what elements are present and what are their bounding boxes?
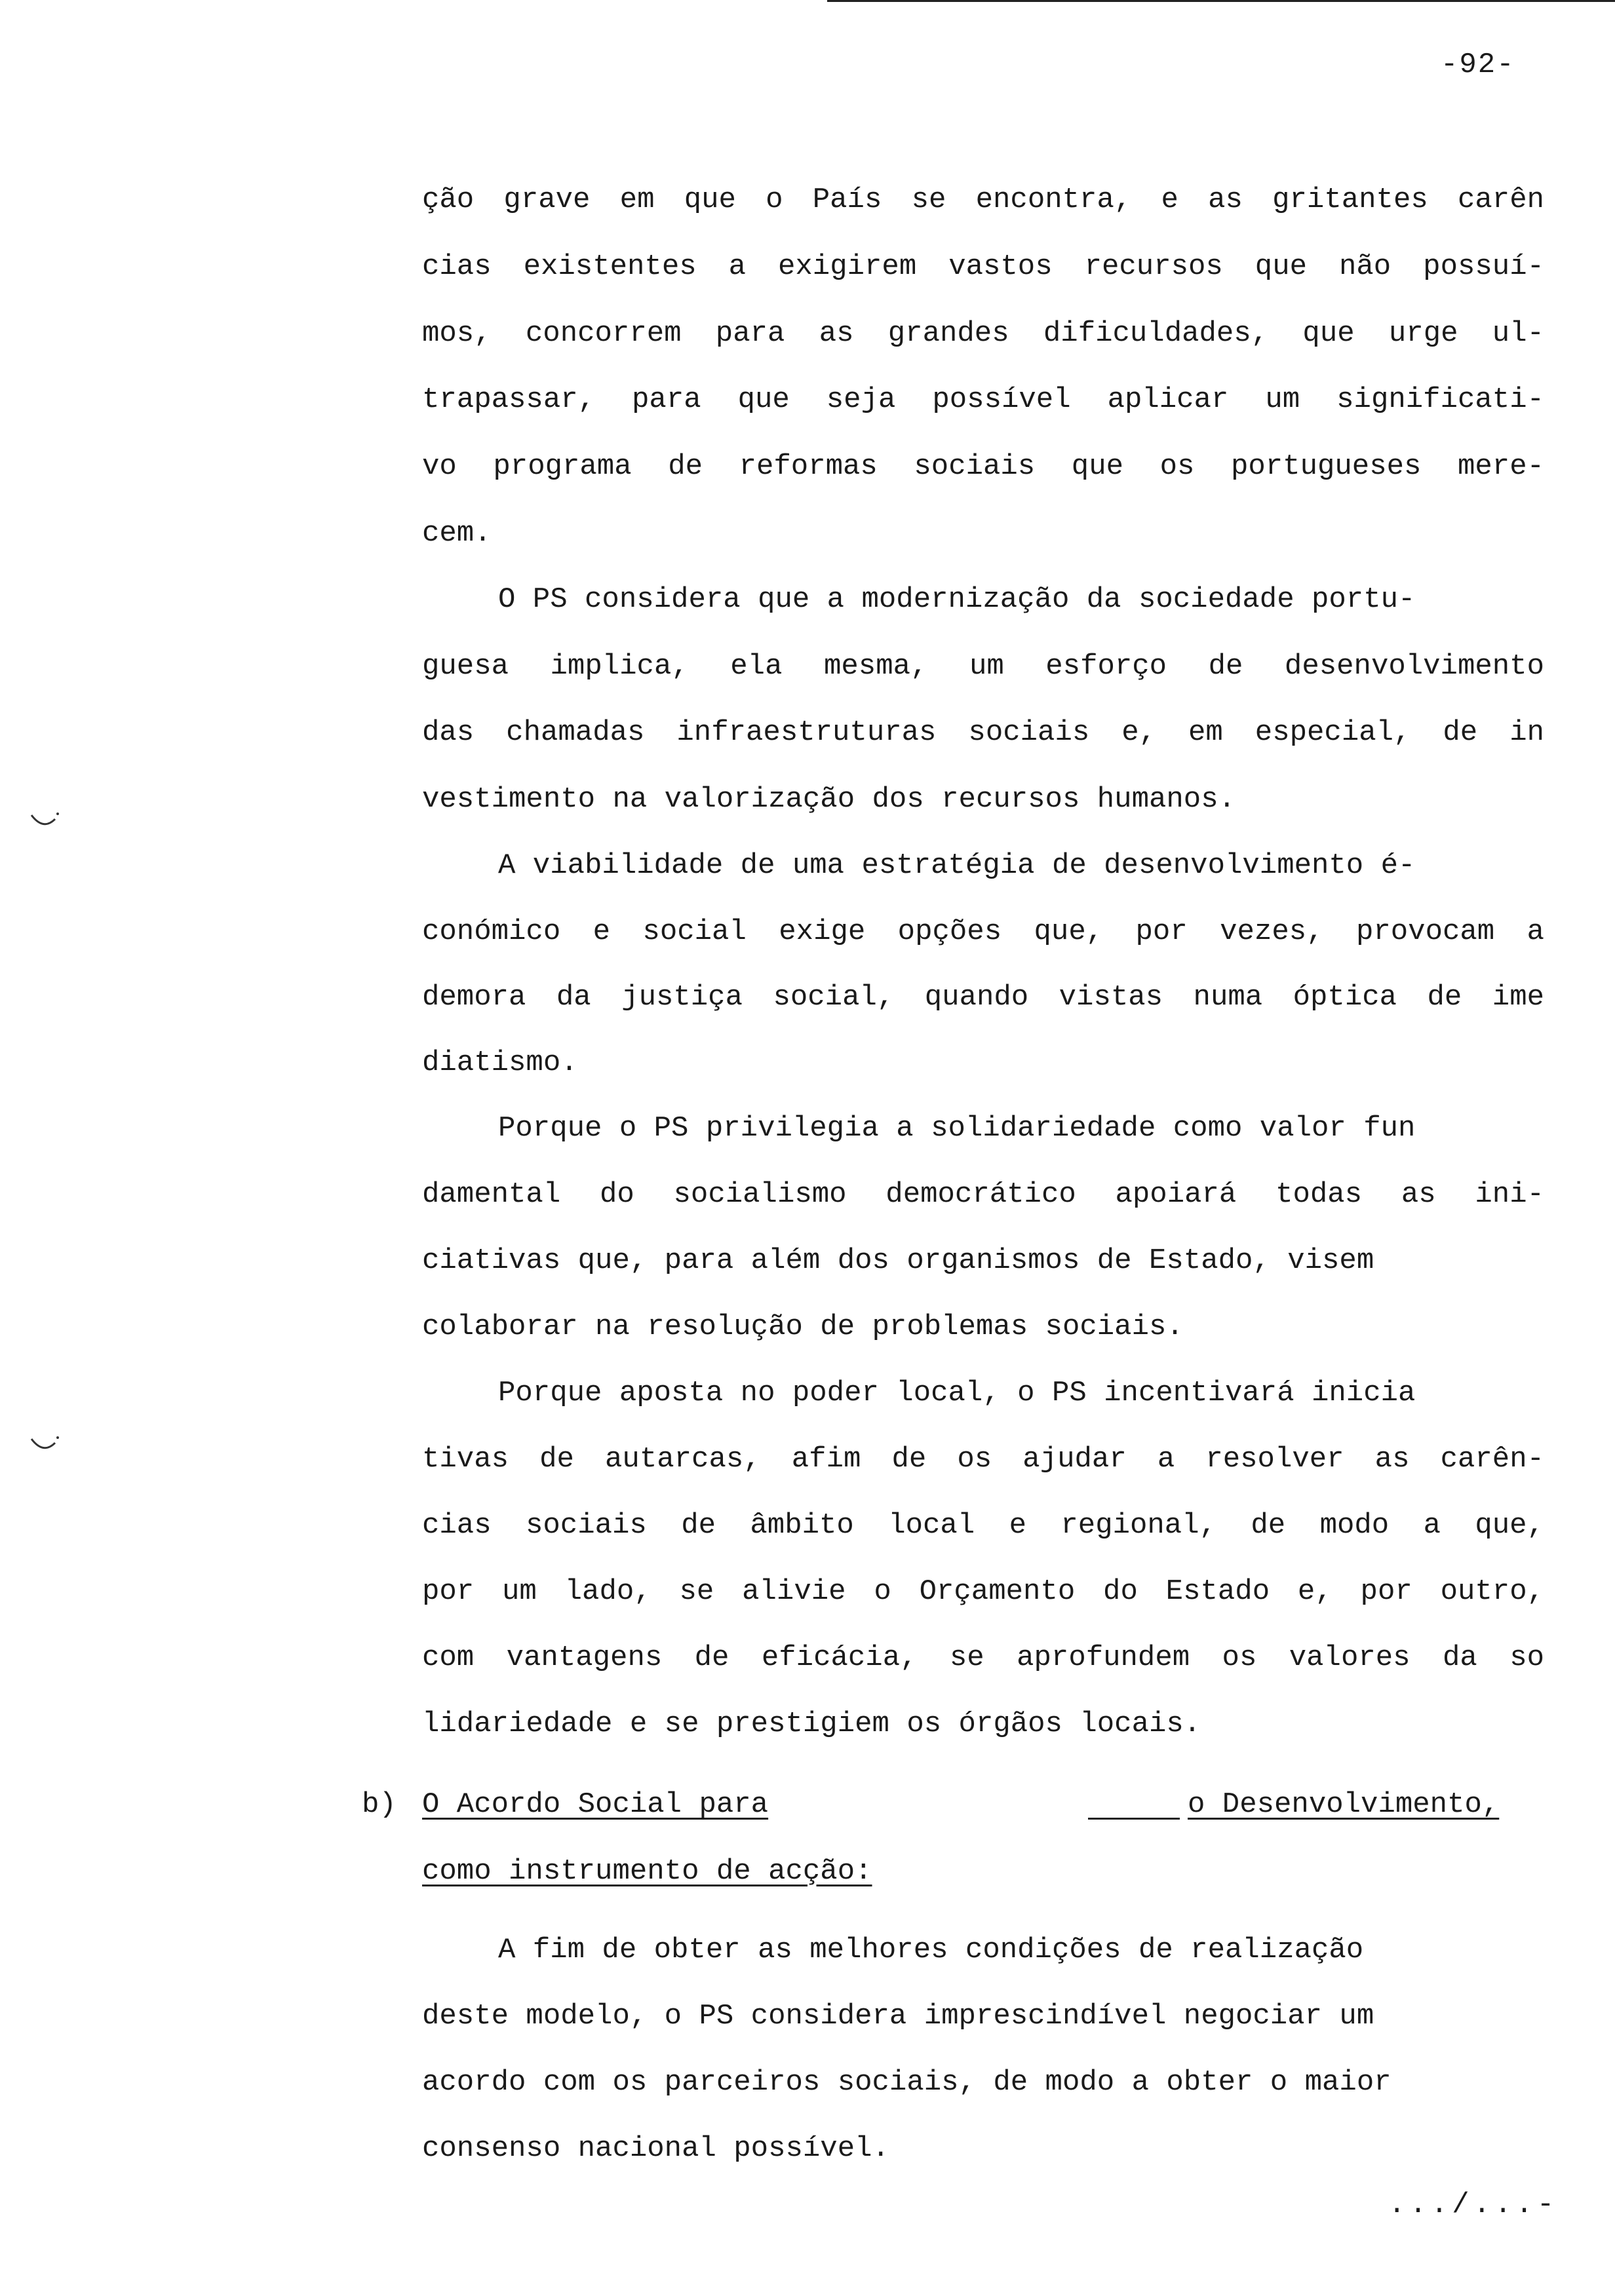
text-line: consenso nacional possível. (422, 2132, 889, 2165)
text-line: tivas de autarcas, afim de os ajudar a resolver as carên- (422, 1443, 1544, 1476)
text-line: diatismo. (422, 1046, 578, 1079)
text-line: Porque o PS privilegia a solidariedade como valor fun (498, 1112, 1416, 1145)
text-line: damental do socialismo democrático apoiará todas as ini- (422, 1178, 1544, 1211)
text-line: cem. (422, 517, 492, 550)
section-marker: b) (362, 1788, 397, 1821)
top-rule (827, 0, 1615, 2)
punch-hole-mark (29, 1435, 60, 1455)
text-line: ção grave em que o País se encontra, e as gritantes carên (422, 183, 1544, 216)
text-line: A viabilidade de uma estratégia de desenvolvimento é- (498, 849, 1416, 882)
text-line: deste modelo, o PS considera imprescindível negociar um (422, 2000, 1374, 2033)
text-line: com vantagens de eficácia, se aprofundem os valores da so (422, 1641, 1544, 1674)
text-line: guesa implica, ela mesma, um esforço de desenvolvimento (422, 650, 1544, 683)
heading-title-line2: como instrumento de acção: (422, 1855, 872, 1888)
text-line: trapassar, para que seja possível aplicar um significati- (422, 383, 1544, 416)
heading-underline (1088, 1818, 1180, 1820)
heading-title-part1: O Acordo Social para (422, 1788, 769, 1821)
text-line: por um lado, se alivie o Orçamento do Estado e, por outro, (422, 1575, 1544, 1608)
text-line: colaborar na resolução de problemas sociais. (422, 1311, 1184, 1343)
text-line: conómico e social exige opções que, por vezes, provocam a (422, 915, 1544, 948)
text-line: Porque aposta no poder local, o PS incentivará inicia (498, 1377, 1416, 1409)
text-line: mos, concorrem para as grandes dificuldades, que urge ul- (422, 317, 1544, 350)
text-line: O PS considera que a modernização da sociedade portu- (498, 583, 1416, 616)
text-line: lidariedade e se prestigiem os órgãos locais. (422, 1708, 1201, 1740)
punch-hole-mark (29, 811, 60, 831)
text-line: das chamadas infraestruturas sociais e, em especial, de in (422, 716, 1544, 749)
text-line: cias existentes a exigirem vastos recursos que não possuí- (422, 250, 1544, 283)
heading-title-part2: o Desenvolvimento, (1188, 1788, 1500, 1821)
text-line: ciativas que, para além dos organismos de Estado, visem (422, 1244, 1374, 1277)
text-line: vo programa de reformas sociais que os portugueses mere- (422, 450, 1544, 483)
page-number: -92- (1441, 48, 1515, 81)
continuation-mark: .../...- (1388, 2189, 1559, 2221)
text-line: demora da justiça social, quando vistas numa óptica de ime (422, 981, 1544, 1014)
text-line: cias sociais de âmbito local e regional, de modo a que, (422, 1509, 1544, 1542)
text-line: acordo com os parceiros sociais, de modo a obter o maior (422, 2066, 1391, 2099)
text-line: vestimento na valorização dos recursos humanos. (422, 783, 1236, 816)
text-line: A fim de obter as melhores condições de realização (498, 1934, 1364, 1966)
